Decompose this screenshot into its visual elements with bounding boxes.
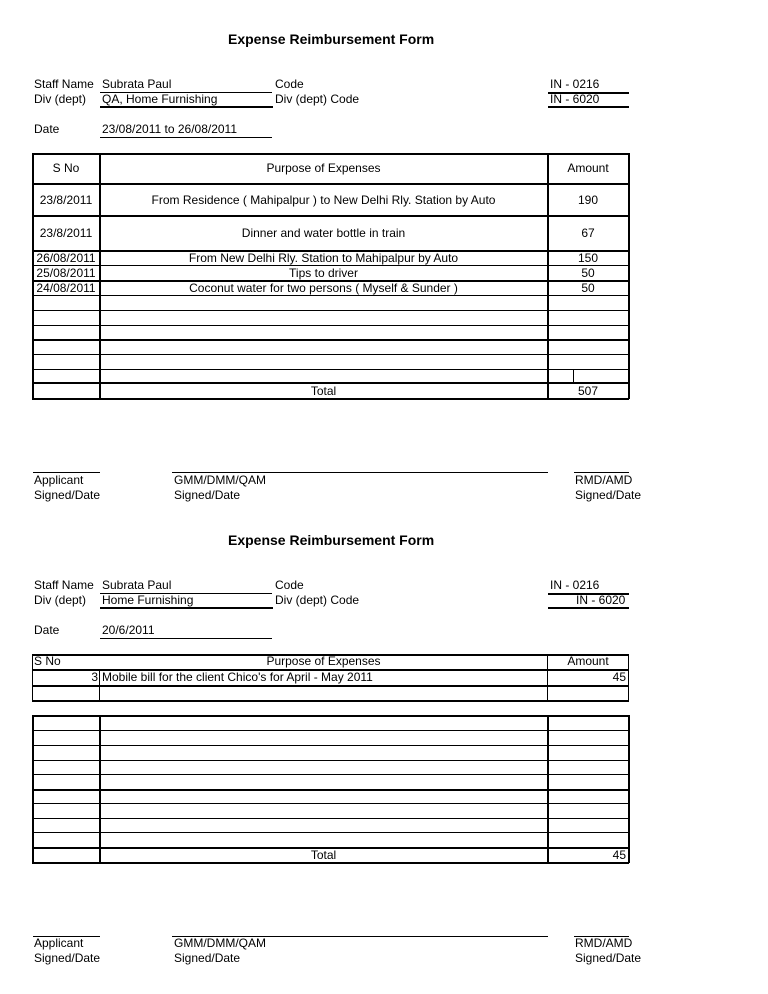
row-amount: 67 xyxy=(581,226,595,240)
underline xyxy=(548,92,629,94)
staff-name-value: Subrata Paul xyxy=(102,578,172,592)
date-value: 23/08/2011 to 26/08/2011 xyxy=(102,122,238,136)
sig-rmd: RMD/AMD xyxy=(575,936,633,950)
staff-name-value: Subrata Paul xyxy=(102,77,172,91)
div-code-label: Div (dept) Code xyxy=(275,593,360,607)
underline xyxy=(548,106,629,108)
sig-signed-date: Signed/Date xyxy=(575,951,642,965)
total-label: Total xyxy=(310,848,337,862)
row-purpose: Dinner and water bottle in train xyxy=(241,226,406,240)
sig-rmd: RMD/AMD xyxy=(575,473,633,487)
total-amount: 45 xyxy=(612,848,626,862)
date-label: Date xyxy=(34,623,60,637)
sig-signed-date: Signed/Date xyxy=(174,488,241,502)
div-code-value: IN - 6020 xyxy=(550,92,600,106)
underline xyxy=(548,607,629,609)
sig-signed-date: Signed/Date xyxy=(34,951,101,965)
div-value: Home Furnishing xyxy=(102,593,194,607)
row-amount: 50 xyxy=(581,266,595,280)
code-value: IN - 0216 xyxy=(550,77,600,91)
staff-name-label: Staff Name xyxy=(34,77,94,91)
header-sno: S No xyxy=(52,161,80,175)
total-amount: 507 xyxy=(577,384,599,398)
row-purpose: From Residence ( Mahipalpur ) to New Delhi Rly. Station by Auto xyxy=(151,193,496,207)
date-label: Date xyxy=(34,122,60,136)
sig-signed-date: Signed/Date xyxy=(174,951,241,965)
form-title: Expense Reimbursement Form xyxy=(228,31,435,47)
sig-signed-date: Signed/Date xyxy=(34,488,101,502)
code-label: Code xyxy=(275,578,304,592)
row-purpose: Tips to driver xyxy=(289,266,358,280)
form-title: Expense Reimbursement Form xyxy=(228,532,435,548)
div-code-label: Div (dept) Code xyxy=(275,92,360,106)
row-amount: 190 xyxy=(577,193,599,207)
row-amount: 45 xyxy=(612,670,626,684)
header-sno: S No xyxy=(34,654,61,668)
sig-applicant: Applicant xyxy=(34,936,84,950)
total-label: Total xyxy=(310,384,337,398)
sig-signed-date: Signed/Date xyxy=(575,488,642,502)
header-amount: Amount xyxy=(567,161,609,175)
sig-applicant: Applicant xyxy=(34,473,84,487)
div-code-value: IN - 6020 xyxy=(576,593,626,607)
underline xyxy=(100,593,272,594)
header-amount: Amount xyxy=(567,654,609,668)
row-sno: 24/08/2011 xyxy=(36,281,96,295)
row-sno: 23/8/2011 xyxy=(39,193,93,207)
sig-gmm: GMM/DMM/QAM xyxy=(174,936,266,950)
row-sno: 3 xyxy=(91,670,98,684)
row-sno: 26/08/2011 xyxy=(36,251,96,265)
date-value: 20/6/2011 xyxy=(102,623,155,637)
row-amount: 50 xyxy=(581,281,595,295)
underline xyxy=(100,92,272,93)
underline xyxy=(100,137,272,138)
row-purpose: Mobile bill for the client Chico's for April - May 2011 xyxy=(102,670,373,684)
div-value: QA, Home Furnishing xyxy=(102,92,218,106)
staff-name-label: Staff Name xyxy=(34,578,94,592)
row-amount: 150 xyxy=(577,251,599,265)
row-purpose: Coconut water for two persons ( Myself & Sunder ) xyxy=(189,281,458,295)
code-label: Code xyxy=(275,77,304,91)
underline xyxy=(548,593,629,595)
underline xyxy=(100,106,273,108)
underline xyxy=(100,638,272,639)
div-label: Div (dept) xyxy=(34,593,87,607)
div-label: Div (dept) xyxy=(34,92,87,106)
row-purpose: From New Delhi Rly. Station to Mahipalpur by Auto xyxy=(188,251,459,265)
underline xyxy=(100,607,273,609)
header-purpose: Purpose of Expenses xyxy=(266,161,381,175)
row-sno: 25/08/2011 xyxy=(36,266,96,280)
header-purpose: Purpose of Expenses xyxy=(266,654,381,668)
code-value: IN - 0216 xyxy=(550,578,600,592)
row-sno: 23/8/2011 xyxy=(39,226,93,240)
sig-gmm: GMM/DMM/QAM xyxy=(174,473,266,487)
